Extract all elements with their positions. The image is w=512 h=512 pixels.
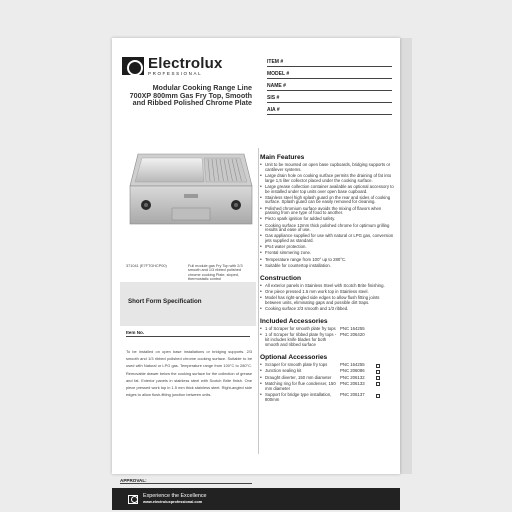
- short-form-box: [120, 282, 256, 326]
- page-edge-strip: [400, 38, 412, 474]
- accessory-code: PNC 164255: [340, 325, 365, 331]
- accessory-desc: • Matching ring for flue condenser, 150 mm diameter: [260, 382, 340, 392]
- accessory-code: PNC 164255: [340, 362, 365, 368]
- included-accessories-list: [260, 327, 396, 348]
- accessory-code: PNC 206137: [340, 392, 365, 398]
- item-field[interactable]: ITEM #: [267, 56, 392, 67]
- model-code: 371041 (E7FTGHCP00): [126, 264, 167, 268]
- column-divider: [258, 148, 259, 454]
- aia-field[interactable]: AIA #: [267, 104, 392, 115]
- list-item: • Large grease collection container available as optional accessory to be installed under top units over open base cupboard.: [260, 185, 396, 195]
- brand-sub: PROFESSIONAL: [148, 71, 203, 76]
- list-item: • Frontal simmering zone.: [260, 251, 396, 256]
- list-item: • Temperature range from 100° up to 280°C.: [260, 258, 396, 263]
- list-item: • Piezo spark ignition for added safety.: [260, 217, 396, 222]
- list-item: • Gas appliance supplied for use with natural or LPG gas, conversion jets supplied as standard.: [260, 234, 396, 244]
- accessory-row: [260, 333, 396, 347]
- accessory-checkbox[interactable]: [376, 364, 380, 368]
- included-accessories-heading: Included Accessories: [260, 317, 328, 325]
- list-item: • Suitable for countertop installation.: [260, 264, 396, 269]
- accessory-desc: • Support for bridge type installation, 800mm: [260, 393, 340, 403]
- fry-top-product-image: [126, 148, 256, 230]
- accessory-row: [260, 382, 396, 392]
- approval-field[interactable]: APPROVAL:: [120, 478, 252, 484]
- footer-url[interactable]: www.electroluxprofessional.com: [143, 499, 203, 504]
- electrolux-footer-logo-icon: [128, 495, 138, 504]
- model-field[interactable]: MODEL #: [267, 68, 392, 79]
- title-line: Modular Cooking Range Line: [152, 83, 252, 92]
- accessory-row: [260, 369, 396, 374]
- accessory-desc: • Junction sealing kit: [260, 369, 340, 374]
- title-line: 700XP 800mm Gas Fry Top, Smooth: [129, 90, 252, 100]
- sis-field[interactable]: SIS #: [267, 92, 392, 103]
- list-item: • Stainless steel high splash guard on the rear and sides of cooking surface. Splash guard can be easily removed for cleaning.: [260, 196, 396, 206]
- accessory-desc: • Draught diverter, 150 mm diameter: [260, 376, 340, 381]
- main-features-heading: Main Features: [260, 154, 305, 161]
- brand-logo: [122, 56, 223, 77]
- accessory-desc: • 1 of Scraper for ribbed plate fry tops - kit includes knife blades for both smooth and ribbed surface: [260, 333, 340, 347]
- list-item: • Model has right-angled side edges to allow flush fitting joints between units, eliminating gaps and possible dirt traps.: [260, 296, 396, 306]
- optional-accessories-list: [260, 363, 396, 403]
- accessory-row: [260, 327, 396, 332]
- feature-column: [260, 154, 396, 404]
- list-item: • Cooking surface 2/3 smooth and 1/3 ribbed.: [260, 307, 396, 312]
- list-item: • Cooking surface 12mm thick polished chrome for optimum grilling results and ease of use.: [260, 224, 396, 234]
- datasheet-page: [112, 38, 400, 504]
- title-line: and Ribbed Polished Chrome Plate: [132, 98, 252, 108]
- name-field[interactable]: NAME #: [267, 80, 392, 91]
- list-item: • IPx4 water protection.: [260, 245, 396, 250]
- optional-accessories-heading: Optional Accessories: [260, 354, 328, 362]
- accessory-desc: • Scraper for smooth plate fry tops: [260, 363, 340, 368]
- main-features-list: [260, 163, 396, 268]
- accessory-code: PNC 206420: [340, 332, 365, 338]
- electrolux-logo-icon: [122, 57, 144, 75]
- construction-heading: Construction: [260, 274, 302, 282]
- model-description: Full module gas Fry Top with 2/3 smooth and 1/3 ribbed polished chrome cooking Plate, sloped, thermostatic control: [188, 264, 243, 282]
- brand-name: Electrolux: [148, 55, 223, 72]
- short-form-heading: Short Form Specification: [128, 298, 202, 305]
- accessory-code: PNC 206133: [340, 380, 365, 386]
- accessory-row: [260, 363, 396, 368]
- accessory-checkbox[interactable]: [376, 370, 380, 374]
- accessory-checkbox[interactable]: [376, 376, 380, 380]
- item-fields: [267, 56, 392, 116]
- accessory-code: PNC 206086: [340, 368, 365, 374]
- accessory-checkbox[interactable]: [376, 394, 380, 398]
- product-title: [120, 84, 252, 107]
- list-item: • Polished chromium surface avoids the mixing of flavors when passing from one type of food to another.: [260, 207, 396, 217]
- footer-bar: [112, 488, 400, 510]
- accessory-code: PNC 206132: [340, 374, 365, 380]
- list-item: • One piece pressed 1.5 mm work top in Stainless steel.: [260, 290, 396, 295]
- accessory-desc: • 1 of Scraper for smooth plate fry tops: [260, 327, 340, 332]
- list-item: • All exterior panels in Stainless Steel with Scotch Brite finishing.: [260, 284, 396, 289]
- accessory-row: [260, 376, 396, 381]
- list-item: • Large drain hole on cooking surface permits the draining of fat into large 1,5 liter collector placed under the cooking surface.: [260, 174, 396, 184]
- item-no-field[interactable]: Item No.: [126, 330, 250, 337]
- list-item: • Unit to be mounted on open base cupboards, bridging supports or cantilever systems.: [260, 163, 396, 173]
- footer-tagline: Experience the Excellence: [143, 492, 207, 499]
- accessory-checkbox[interactable]: [376, 382, 380, 386]
- construction-list: [260, 284, 396, 312]
- accessory-row: [260, 393, 396, 403]
- short-form-text: To be installed on open base installations or bridging supports. 2/3 smooth and 1/3 ribbed polished chrome cooking surface. Suitable to be used with Natural or LPG gas. Temperature range from 100°C to 280°C. Removable drawer below the cooking surface for the collection of grease and fat. Exterior panels in stainless steel with Scotch Brite finish. One piece pressed work top in 1.5 mm thick stainless steel. Right-angled side edges to allow flush-fitting junction between units.: [126, 349, 252, 398]
